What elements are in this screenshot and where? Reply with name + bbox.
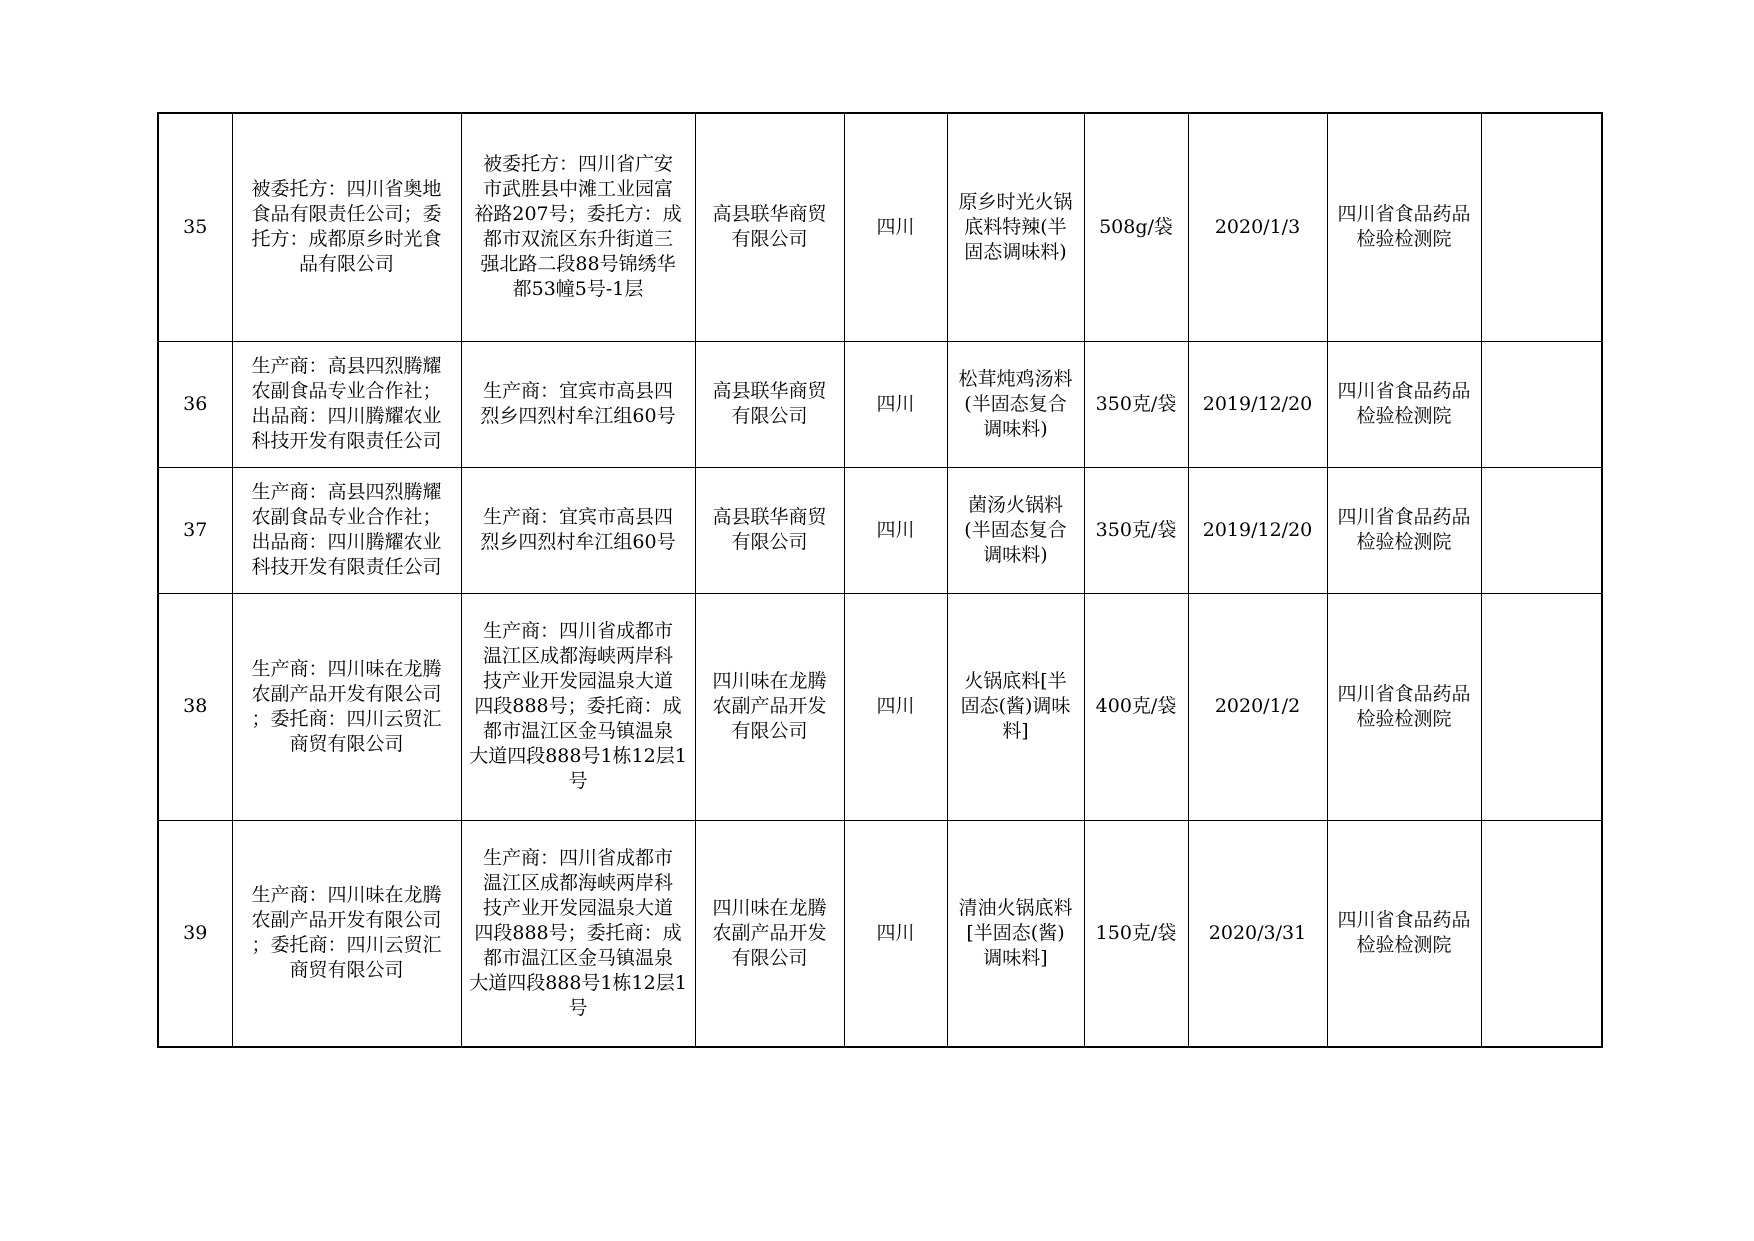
date-cell: 2020/3/31 bbox=[1188, 820, 1327, 1047]
agency-cell: 四川省食品药品 检验检测院 bbox=[1327, 593, 1481, 820]
seller-cell: 四川味在龙腾 农副产品开发 有限公司 bbox=[695, 593, 844, 820]
note-cell bbox=[1481, 467, 1602, 593]
spec-cell: 508g/袋 bbox=[1084, 113, 1188, 341]
spec-cell: 350克/袋 bbox=[1084, 467, 1188, 593]
address-cell: 被委托方：四川省广安 市武胜县中滩工业园富 裕路207号；委托方：成 都市双流区东升街道三 强北路二段88号锦绣华 都53幢5号-1层 bbox=[461, 113, 695, 341]
note-cell bbox=[1481, 113, 1602, 341]
row-number-cell: 39 bbox=[158, 820, 232, 1047]
agency-cell: 四川省食品药品 检验检测院 bbox=[1327, 820, 1481, 1047]
date-cell: 2019/12/20 bbox=[1188, 467, 1327, 593]
product-cell: 松茸炖鸡汤料 (半固态复合 调味料) bbox=[947, 341, 1084, 467]
seller-cell: 高县联华商贸 有限公司 bbox=[695, 341, 844, 467]
address-cell: 生产商：四川省成都市 温江区成都海峡两岸科 技产业开发园温泉大道 四段888号；委托商：成 都市温江区金马镇温泉 大道四段888号1栋12层1 号 bbox=[461, 593, 695, 820]
province-cell: 四川 bbox=[844, 820, 947, 1047]
spec-cell: 150克/袋 bbox=[1084, 820, 1188, 1047]
province-cell: 四川 bbox=[844, 467, 947, 593]
seller-cell: 高县联华商贸 有限公司 bbox=[695, 467, 844, 593]
row-number-cell: 36 bbox=[158, 341, 232, 467]
table-row bbox=[158, 467, 1602, 593]
spec-cell: 350克/袋 bbox=[1084, 341, 1188, 467]
note-cell bbox=[1481, 341, 1602, 467]
address-cell: 生产商：宜宾市高县四 烈乡四烈村牟江组60号 bbox=[461, 467, 695, 593]
producer-cell: 生产商：四川味在龙腾 农副产品开发有限公司 ；委托商：四川云贸汇 商贸有限公司 bbox=[232, 593, 461, 820]
province-cell: 四川 bbox=[844, 593, 947, 820]
row-number-cell: 37 bbox=[158, 467, 232, 593]
product-cell: 清油火锅底料 [半固态(酱) 调味料] bbox=[947, 820, 1084, 1047]
address-cell: 生产商：四川省成都市 温江区成都海峡两岸科 技产业开发园温泉大道 四段888号；委托商：成 都市温江区金马镇温泉 大道四段888号1栋12层1 号 bbox=[461, 820, 695, 1047]
table-row bbox=[158, 113, 1602, 341]
product-cell: 火锅底料[半 固态(酱)调味 料] bbox=[947, 593, 1084, 820]
address-cell: 生产商：宜宾市高县四 烈乡四烈村牟江组60号 bbox=[461, 341, 695, 467]
province-cell: 四川 bbox=[844, 341, 947, 467]
table-row bbox=[158, 341, 1602, 467]
producer-cell: 被委托方：四川省奥地 食品有限责任公司；委 托方：成都原乡时光食 品有限公司 bbox=[232, 113, 461, 341]
agency-cell: 四川省食品药品 检验检测院 bbox=[1327, 467, 1481, 593]
province-cell: 四川 bbox=[844, 113, 947, 341]
table-row bbox=[158, 593, 1602, 820]
agency-cell: 四川省食品药品 检验检测院 bbox=[1327, 113, 1481, 341]
producer-cell: 生产商：高县四烈腾耀 农副食品专业合作社； 出品商：四川腾耀农业 科技开发有限责任公司 bbox=[232, 341, 461, 467]
row-number-cell: 38 bbox=[158, 593, 232, 820]
seller-cell: 四川味在龙腾 农副产品开发 有限公司 bbox=[695, 820, 844, 1047]
product-cell: 菌汤火锅料 (半固态复合 调味料) bbox=[947, 467, 1084, 593]
agency-cell: 四川省食品药品 检验检测院 bbox=[1327, 341, 1481, 467]
producer-cell: 生产商：四川味在龙腾 农副产品开发有限公司 ；委托商：四川云贸汇 商贸有限公司 bbox=[232, 820, 461, 1047]
product-cell: 原乡时光火锅 底料特辣(半 固态调味料) bbox=[947, 113, 1084, 341]
spec-cell: 400克/袋 bbox=[1084, 593, 1188, 820]
seller-cell: 高县联华商贸 有限公司 bbox=[695, 113, 844, 341]
date-cell: 2020/1/2 bbox=[1188, 593, 1327, 820]
table-row bbox=[158, 820, 1602, 1047]
inspection-table bbox=[157, 112, 1603, 1048]
date-cell: 2019/12/20 bbox=[1188, 341, 1327, 467]
row-number-cell: 35 bbox=[158, 113, 232, 341]
date-cell: 2020/1/3 bbox=[1188, 113, 1327, 341]
note-cell bbox=[1481, 820, 1602, 1047]
producer-cell: 生产商：高县四烈腾耀 农副食品专业合作社； 出品商：四川腾耀农业 科技开发有限责任公司 bbox=[232, 467, 461, 593]
note-cell bbox=[1481, 593, 1602, 820]
